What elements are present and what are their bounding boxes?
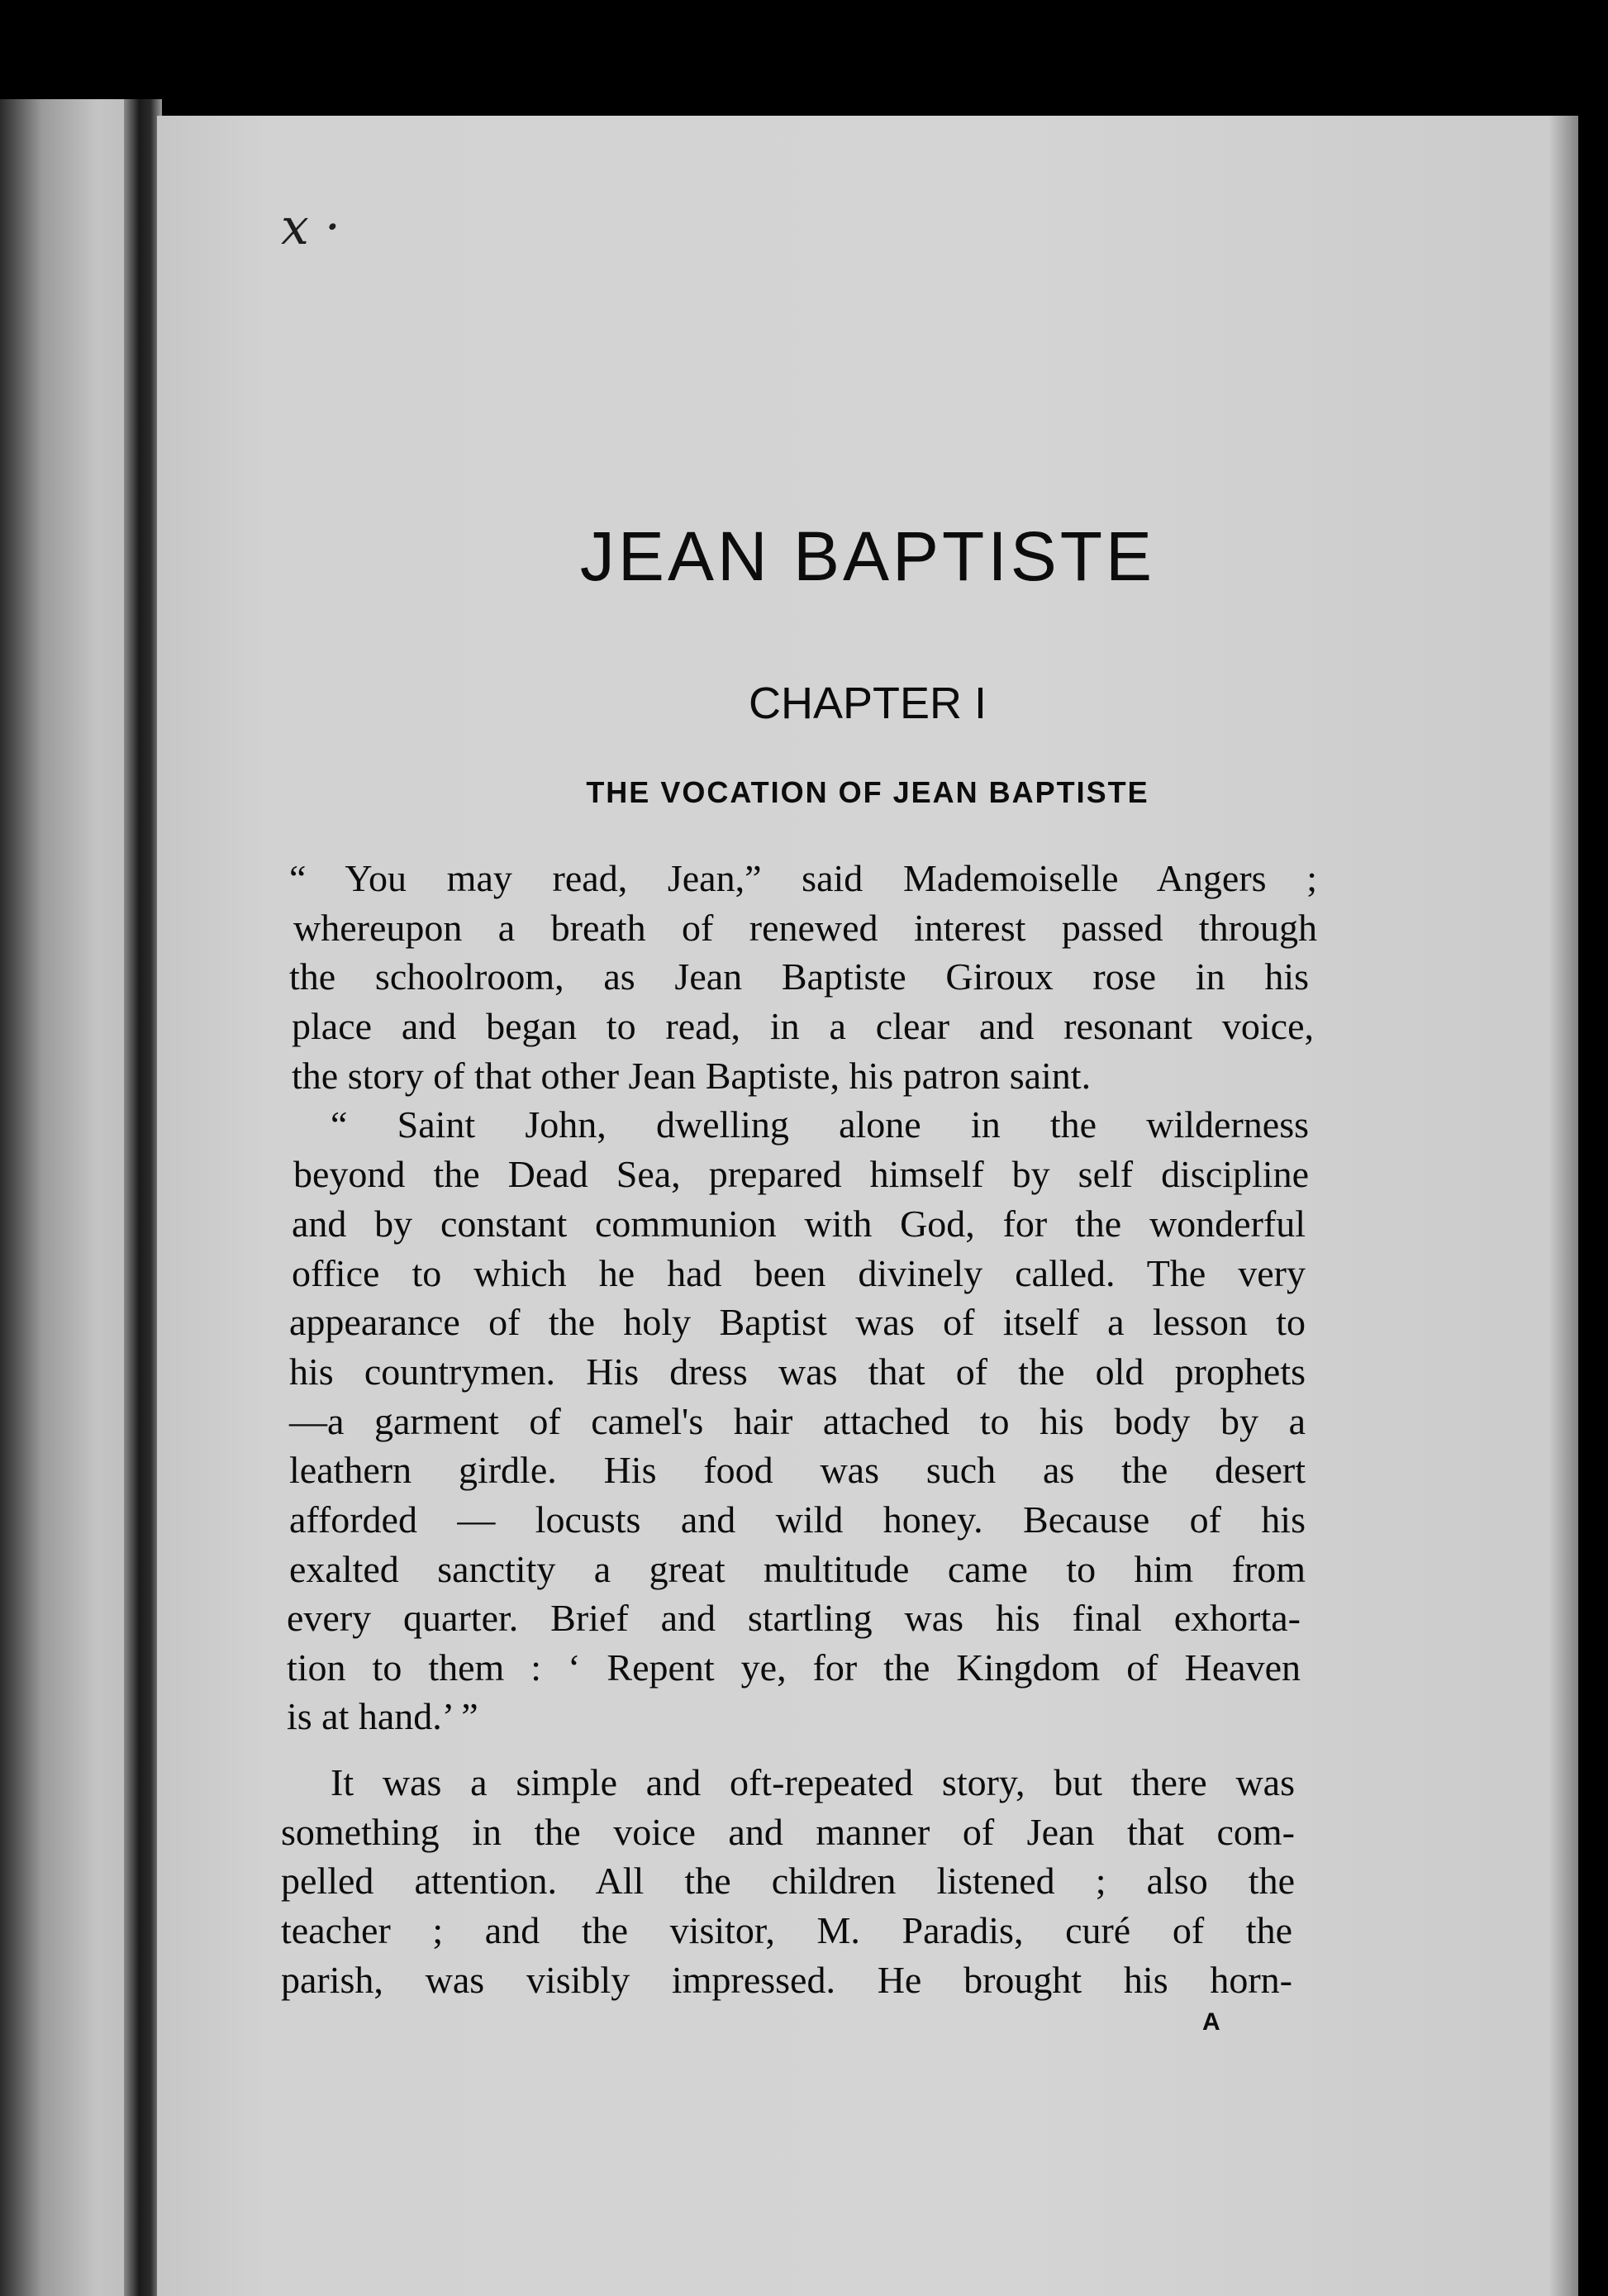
text-line: whereupon a breath of renewed interest passed through — [293, 907, 1317, 949]
text-line: parish, was visibly impressed. He brought his horn- — [281, 1959, 1292, 2001]
text-line: leathern girdle. His food was such as the desert — [289, 1449, 1306, 1491]
text-line: “ Saint John, dwelling alone in the wilderness — [331, 1103, 1309, 1146]
text-line: teacher ; and the visitor, M. Paradis, curé of the — [281, 1909, 1292, 1951]
text-line: something in the voice and manner of Jean that com- — [281, 1811, 1295, 1853]
text-line: the story of that other Jean Baptiste, his patron saint. — [292, 1055, 1092, 1097]
book-page — [157, 116, 1578, 2296]
text-line: office to which he had been divinely called. The very — [292, 1252, 1306, 1294]
pencil-mark: x · — [281, 198, 340, 256]
chapter-subtitle: THE VOCATION OF JEAN BAPTISTE — [586, 775, 1149, 809]
text-line: is at hand.’ ” — [287, 1695, 478, 1737]
text-line: pelled attention. All the children listened ; also the — [281, 1860, 1295, 1902]
text-line: place and began to read, in a clear and resonant voice, — [292, 1005, 1314, 1047]
text-line: his countrymen. His dress was that of the old prophets — [289, 1350, 1306, 1393]
signature-mark: A — [1202, 2008, 1220, 2036]
text-line: afforded — locusts and wild honey. Because of his — [289, 1498, 1306, 1541]
page-edge-shadow — [1549, 116, 1578, 2296]
text-line: tion to them : ‘ Repent ye, for the Kingdom of Heaven — [287, 1646, 1301, 1689]
text-line: —a garment of camel's hair attached to his body by a — [289, 1400, 1306, 1442]
text-line: beyond the Dead Sea, prepared himself by self discipline — [293, 1153, 1309, 1195]
text-line: and by constant communion with God, for the wonderful — [292, 1203, 1306, 1245]
text-line: “ You may read, Jean,” said Mademoiselle Angers ; — [289, 857, 1317, 899]
text-line: It was a simple and oft-repeated story, but there was — [331, 1761, 1295, 1803]
chapter-heading: CHAPTER I — [748, 679, 987, 728]
text-line: exalted sanctity a great multitude came to him from — [289, 1548, 1306, 1590]
text-line: the schoolroom, as Jean Baptiste Giroux rose in his — [289, 955, 1309, 998]
left-page-edge — [0, 99, 139, 2296]
book-title: JEAN BAPTISTE — [579, 517, 1156, 595]
text-line: every quarter. Brief and startling was his final exhorta- — [287, 1597, 1301, 1639]
text-line: appearance of the holy Baptist was of itself a lesson to — [289, 1301, 1306, 1343]
